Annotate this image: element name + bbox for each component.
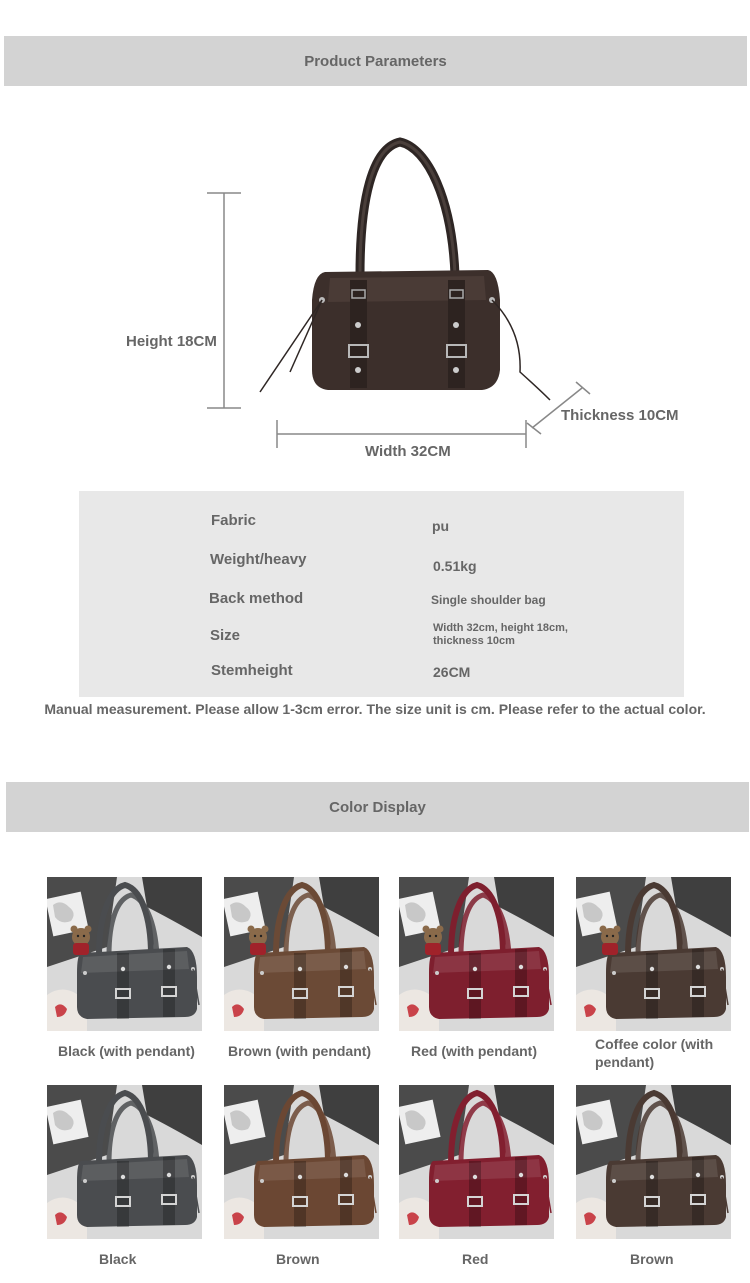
color-caption: Red (with pendant)	[411, 1043, 537, 1059]
measurement-note: Manual measurement. Please allow 1-3cm error. The size unit is cm. Please refer to the actual color.	[44, 701, 706, 717]
section-title: Color Display	[329, 798, 426, 816]
spec-value-weight: 0.51kg	[433, 558, 477, 574]
height-dimension-line	[207, 193, 241, 408]
bag-thumbnail-image	[576, 1085, 731, 1239]
spec-label-weight: Weight/heavy	[210, 551, 307, 568]
color-caption: Black	[99, 1251, 137, 1267]
color-swatch-brown-2[interactable]	[576, 1085, 731, 1239]
bag-thumbnail-image	[224, 1085, 379, 1239]
color-caption: Coffee color (with pendant)	[595, 1036, 714, 1070]
bear-pendant	[71, 926, 92, 956]
spec-value-stem-height: 26CM	[433, 664, 471, 680]
bag-thumbnail-image	[47, 1085, 202, 1239]
color-caption: Brown	[630, 1251, 674, 1267]
spec-value-back-method: Single shoulder bag	[431, 593, 546, 607]
bear-pendant	[423, 926, 444, 956]
spec-label-fabric: Fabric	[211, 512, 257, 529]
bear-pendant	[600, 926, 621, 956]
color-swatch-brown-pendant[interactable]	[224, 877, 379, 1031]
color-swatch-red[interactable]	[399, 1085, 554, 1239]
bag-thumbnail-image	[224, 877, 379, 1031]
width-label: Width 32CM	[365, 443, 451, 460]
bag-thumbnail-image	[576, 877, 731, 1031]
color-swatch-coffee-pendant[interactable]	[576, 877, 731, 1031]
bag-thumbnail-image	[47, 877, 202, 1031]
section-title: Product Parameters	[304, 52, 447, 70]
color-swatch-black[interactable]	[47, 1085, 202, 1239]
color-swatch-black-pendant[interactable]	[47, 877, 202, 1031]
color-caption: Brown (with pendant)	[228, 1043, 372, 1059]
spec-value-size: Width 32cm, height 18cm, thickness 10cm	[433, 622, 568, 647]
spec-label-stem-height: Stemheight	[211, 662, 293, 679]
color-swatch-red-pendant[interactable]	[399, 877, 554, 1031]
height-label: Height 18CM	[126, 333, 217, 350]
color-swatch-brown[interactable]	[224, 1085, 379, 1239]
color-caption: Red	[462, 1251, 489, 1267]
bag-thumbnail-image	[399, 1085, 554, 1239]
bag-thumbnail-image	[399, 877, 554, 1031]
parameter-table	[79, 491, 684, 697]
color-caption: Brown	[276, 1251, 320, 1267]
color-display-header	[6, 782, 749, 832]
spec-value-fabric: pu	[432, 518, 450, 534]
thickness-label: Thickness 10CM	[561, 407, 679, 424]
spec-label-back-method: Back method	[209, 590, 304, 607]
color-caption: Black (with pendant)	[58, 1043, 195, 1059]
spec-label-size: Size	[210, 627, 241, 644]
bag-product-image	[260, 142, 550, 400]
product-parameters-header	[4, 36, 747, 86]
bear-pendant	[248, 926, 269, 956]
